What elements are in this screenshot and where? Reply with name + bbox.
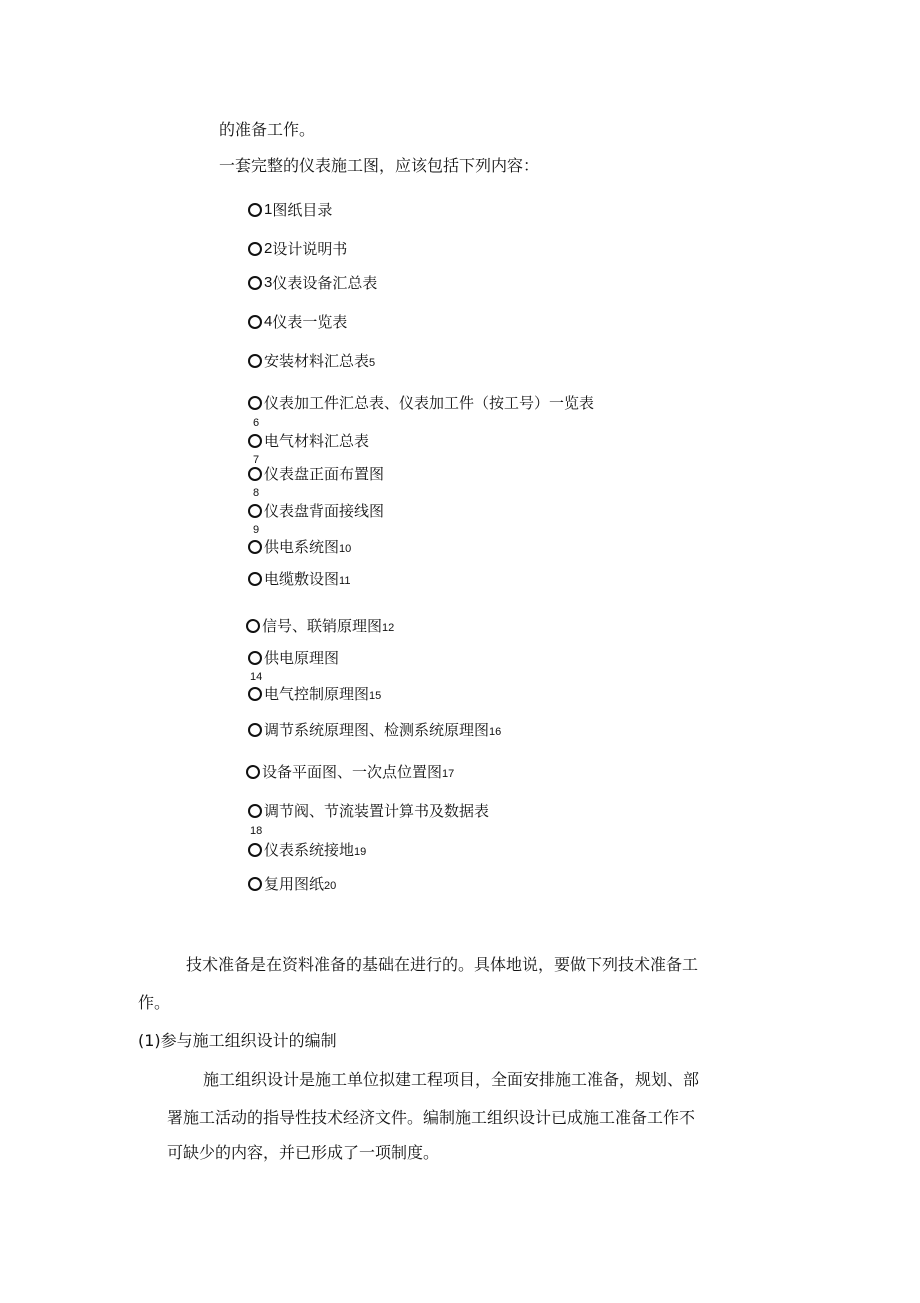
list-item (248, 431, 369, 451)
tech-line-1: 技术准备是在资料准备的基础在进行的。具体地说，要做下列技术准备工 (186, 955, 699, 974)
list-item (248, 648, 339, 668)
item-suffix-number: 10 (339, 543, 352, 555)
item-text: 复用图纸 (264, 875, 325, 893)
circle-bullet-icon (248, 467, 262, 481)
item-text: 信号、联销原理图 (262, 617, 383, 635)
item-text: 仪表盘正面布置图 (264, 465, 385, 483)
floating-number: 9 (253, 524, 260, 536)
item-text: 供电原理图 (264, 649, 340, 667)
circle-bullet-icon (248, 354, 262, 368)
item-text: 图纸目录 (272, 201, 333, 219)
item-text: 电气控制原理图 (264, 685, 370, 703)
circle-bullet-icon (248, 276, 262, 290)
circle-bullet-icon (248, 203, 262, 217)
circle-bullet-icon (248, 651, 262, 665)
list-item (248, 801, 489, 821)
item-text: 仪表系统接地 (264, 841, 355, 859)
list-item (246, 762, 454, 782)
tech-line-2: 作。 (138, 993, 171, 1012)
floating-number: 6 (253, 417, 260, 429)
circle-bullet-icon (248, 396, 262, 410)
list-item (248, 312, 347, 332)
item-text: 电气材料汇总表 (264, 432, 370, 450)
item-text: 设计说明书 (272, 240, 348, 258)
item-text: 调节系统原理图、检测系统原理图 (264, 721, 490, 739)
list-item (248, 239, 347, 259)
item-text: 安装材料汇总表 (264, 352, 370, 370)
item-text: 电缆敷设图 (264, 570, 340, 588)
circle-bullet-icon (248, 540, 262, 554)
circle-bullet-icon (248, 877, 262, 891)
item-number: 4 (264, 313, 273, 330)
item-suffix-number: 5 (369, 357, 376, 369)
list-item (248, 569, 350, 589)
item-text: 仪表加工件汇总表、仪表加工件（按工号）一览表 (264, 394, 595, 412)
floating-number: 8 (253, 487, 260, 499)
circle-bullet-icon (248, 687, 262, 701)
circle-bullet-icon (246, 765, 260, 779)
floating-number: 7 (253, 454, 260, 466)
list-item (248, 200, 332, 220)
circle-bullet-icon (248, 504, 262, 518)
intro-line-1: 的准备工作。 (219, 120, 316, 139)
section-para-line-2: 署施工活动的指导性技术经济文件。编制施工组织设计已成施工准备工作不 (167, 1108, 696, 1127)
item-text: 仪表设备汇总表 (272, 274, 378, 292)
list-item (248, 464, 384, 484)
list-item (248, 393, 594, 413)
list-item (248, 537, 351, 557)
section-heading: (1)参与施工组织设计的编制 (138, 1031, 337, 1050)
item-suffix-number: 20 (324, 880, 337, 892)
intro-line-2: 一套完整的仪表施工图，应该包括下列内容： (219, 156, 540, 175)
item-suffix-number: 12 (382, 622, 395, 634)
circle-bullet-icon (248, 315, 262, 329)
circle-bullet-icon (248, 434, 262, 448)
item-text: 仪表盘背面接线图 (264, 502, 385, 520)
section-para-line-3: 可缺少的内容，并已形成了一项制度。 (167, 1143, 440, 1162)
item-suffix-number: 11 (339, 575, 351, 587)
circle-bullet-icon (246, 619, 260, 633)
circle-bullet-icon (248, 843, 262, 857)
floating-number: 14 (250, 671, 263, 683)
item-suffix-number: 16 (489, 726, 502, 738)
circle-bullet-icon (248, 572, 262, 586)
item-text: 供电系统图 (264, 538, 340, 556)
item-suffix-number: 15 (369, 690, 382, 702)
item-number: 3 (264, 274, 273, 291)
list-item (246, 616, 394, 636)
floating-number: 18 (250, 825, 263, 837)
item-text: 设备平面图、一次点位置图 (262, 763, 443, 781)
item-number: 2 (264, 240, 273, 257)
circle-bullet-icon (248, 242, 262, 256)
list-item (248, 684, 381, 704)
circle-bullet-icon (248, 723, 262, 737)
circle-bullet-icon (248, 804, 262, 818)
list-item (248, 840, 366, 860)
item-text: 调节阀、节流装置计算书及数据表 (264, 802, 490, 820)
list-item (248, 501, 384, 521)
list-item (248, 874, 336, 894)
item-number: 1 (264, 201, 273, 218)
list-item (248, 720, 501, 740)
section-para-line-1: 施工组织设计是施工单位拟建工程项目，全面安排施工准备，规划、部 (203, 1070, 700, 1089)
list-item (248, 273, 377, 293)
item-suffix-number: 17 (442, 768, 455, 780)
item-suffix-number: 19 (354, 846, 367, 858)
list-item (248, 351, 375, 371)
item-text: 仪表一览表 (272, 313, 348, 331)
